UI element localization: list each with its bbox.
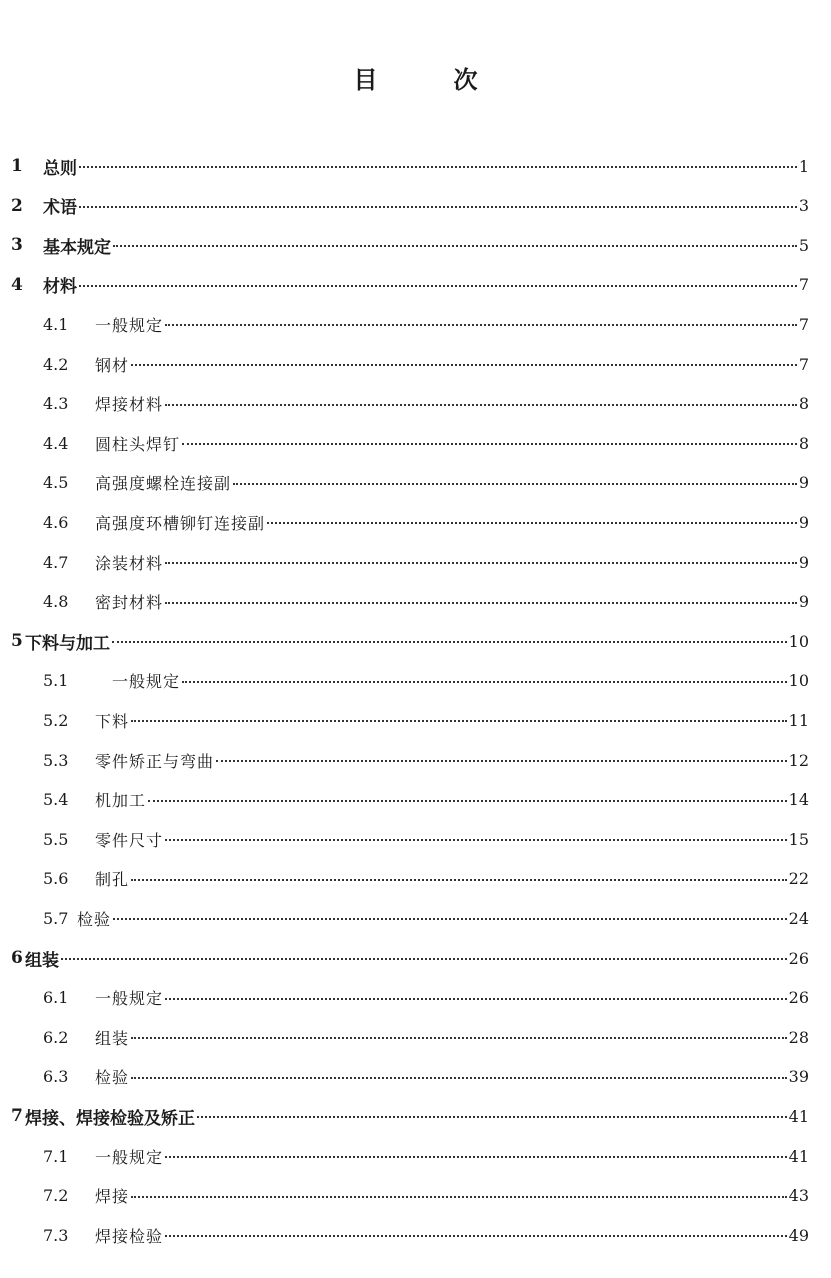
toc-entry[interactable] — [0, 266, 831, 304]
toc-entry-page: 14 — [788, 790, 809, 810]
toc-entry[interactable] — [0, 1058, 831, 1096]
toc-dot-leader — [112, 641, 787, 643]
toc-entry-number: 5 — [11, 631, 23, 652]
toc-entry-title: 机加工 — [95, 791, 147, 811]
toc-dot-leader — [165, 1156, 787, 1158]
toc-entry-number: 4.4 — [43, 433, 69, 453]
toc-entry-page: 9 — [798, 512, 809, 532]
toc-entry-number: 1 — [11, 156, 23, 176]
toc-entry-title: 一般规定 — [95, 989, 164, 1009]
toc-entry[interactable] — [0, 1177, 831, 1215]
toc-entry-title: 制孔 — [95, 870, 130, 890]
toc-entry-page: 15 — [788, 829, 809, 849]
toc-dot-leader — [79, 206, 797, 208]
toc-entry-number: 5.7 — [43, 908, 69, 928]
toc-entry-page: 22 — [788, 869, 809, 889]
toc-entry-number: 5.6 — [43, 869, 69, 889]
toc-entry[interactable] — [0, 345, 831, 383]
toc-entry-number: 7.2 — [43, 1186, 69, 1206]
toc-entry-title: 圆柱头焊钉 — [95, 434, 181, 454]
toc-entry-page: 7 — [798, 275, 809, 295]
toc-entry-title: 检验 — [77, 909, 112, 929]
toc-entry-number: 4.5 — [43, 473, 69, 493]
toc-entry-page: 43 — [788, 1186, 809, 1206]
toc-entry-page: 7 — [798, 314, 809, 334]
toc-entry-number: 4.6 — [43, 512, 69, 532]
toc-entry-number: 6 — [11, 948, 23, 968]
toc-entry-number: 4.2 — [43, 354, 69, 374]
toc-entry-page: 41 — [788, 1106, 809, 1126]
toc-entry[interactable] — [0, 1018, 831, 1056]
toc-entry[interactable] — [0, 662, 831, 700]
toc-dot-leader — [131, 720, 787, 722]
toc-entry-title: 基本规定 — [43, 237, 111, 258]
toc-entry-page: 49 — [788, 1225, 809, 1245]
toc-entry-page: 9 — [798, 592, 809, 612]
toc-entry[interactable] — [0, 741, 831, 779]
toc-entry[interactable] — [0, 187, 831, 225]
toc-entry[interactable] — [0, 899, 831, 937]
toc-dot-leader — [165, 324, 797, 326]
toc-entry-number: 5.5 — [43, 829, 69, 849]
toc-entry-page: 41 — [788, 1146, 809, 1166]
toc-entry-title: 钢材 — [95, 355, 130, 375]
toc-entry-title: 一般规定 — [95, 672, 181, 692]
toc-entry-page: 10 — [788, 631, 809, 651]
toc-entry-page: 24 — [788, 908, 809, 928]
toc-dot-leader — [233, 483, 797, 485]
toc-entry-title: 材料 — [43, 277, 77, 298]
toc-entry[interactable] — [0, 464, 831, 502]
toc-entry-page: 8 — [798, 433, 809, 453]
toc-entry[interactable] — [0, 1097, 831, 1135]
toc-entry-title: 组装 — [95, 1028, 130, 1048]
toc-entry[interactable] — [0, 543, 831, 581]
toc-entry-title: 焊接、焊接检验及矫正 — [25, 1108, 195, 1129]
toc-entry-title: 一般规定 — [95, 1147, 164, 1167]
toc-entry-page: 39 — [788, 1067, 809, 1087]
toc-entry-number: 7.1 — [43, 1146, 69, 1166]
toc-entry[interactable] — [0, 622, 831, 660]
toc-dot-leader — [131, 364, 797, 366]
toc-entry[interactable] — [0, 305, 831, 343]
toc-entry-number: 5.3 — [43, 750, 69, 770]
toc-entry-page: 5 — [798, 235, 809, 255]
toc-entry[interactable] — [0, 939, 831, 977]
toc-entry-title: 高强度环槽铆钉连接副 — [95, 513, 266, 533]
toc-entry[interactable] — [0, 1137, 831, 1175]
toc-dot-leader — [131, 1037, 787, 1039]
toc-entry-page: 12 — [788, 750, 809, 770]
toc-entry-title: 焊接检验 — [95, 1226, 164, 1246]
toc-entry-page: 26 — [788, 948, 809, 968]
toc-dot-leader — [182, 681, 787, 683]
toc-entry-page: 11 — [788, 710, 809, 730]
toc-dot-leader — [267, 522, 797, 524]
toc-entry-number: 6.3 — [43, 1067, 69, 1087]
toc-dot-leader — [113, 245, 797, 247]
toc-entry-title: 检验 — [95, 1068, 130, 1088]
toc-dot-leader — [165, 602, 797, 604]
toc-entry-number: 2 — [11, 195, 23, 216]
toc-dot-leader — [165, 1235, 787, 1237]
toc-dot-leader — [113, 918, 787, 920]
toc-entry-title: 一般规定 — [95, 315, 164, 335]
toc-dot-leader — [131, 879, 787, 881]
toc-entry-number: 7 — [11, 1106, 23, 1127]
toc-entry-number: 4.7 — [43, 552, 69, 572]
toc-entry[interactable] — [0, 820, 831, 858]
toc-dot-leader — [79, 166, 797, 168]
toc-entry-page: 9 — [798, 552, 809, 572]
toc-entry-page: 8 — [798, 394, 809, 414]
toc-entry-title: 涂装材料 — [95, 553, 164, 573]
toc-entry[interactable] — [0, 503, 831, 541]
toc-dot-leader — [197, 1116, 787, 1118]
toc-dot-leader — [131, 1196, 787, 1198]
toc-dot-leader — [79, 285, 797, 287]
toc-entry-page: 7 — [798, 354, 809, 374]
toc-entry-title: 下料 — [95, 711, 130, 731]
toc-dot-leader — [165, 839, 787, 841]
toc-entry-page: 1 — [798, 156, 809, 176]
toc-entry[interactable] — [0, 147, 831, 185]
toc-entry-number: 5.2 — [43, 710, 69, 730]
toc-dot-leader — [61, 958, 787, 960]
toc-entry[interactable] — [0, 860, 831, 898]
toc-entry-page: 26 — [788, 988, 809, 1008]
toc-entry-title: 高强度螺栓连接副 — [95, 474, 232, 494]
toc-entry-title: 焊接 — [95, 1187, 130, 1207]
toc-entry-title: 零件尺寸 — [95, 830, 164, 850]
toc-entry-number: 5.4 — [43, 790, 69, 810]
toc-dot-leader — [165, 998, 787, 1000]
toc-entry[interactable] — [0, 424, 831, 462]
toc-entry-number: 6.1 — [43, 988, 69, 1008]
toc-entry-page: 9 — [798, 473, 809, 493]
toc-entry-title: 总则 — [43, 158, 77, 179]
toc-dot-leader — [182, 443, 797, 445]
toc-entry-number: 7.3 — [43, 1225, 69, 1245]
toc-entry-title: 零件矫正与弯曲 — [95, 751, 215, 771]
toc-entry[interactable] — [0, 385, 831, 423]
toc-entry-title: 焊接材料 — [95, 395, 164, 415]
toc-entry-page: 10 — [788, 671, 809, 691]
toc-entry-title: 组装 — [25, 950, 59, 971]
toc-entry[interactable] — [0, 701, 831, 739]
toc-entry-number: 6.2 — [43, 1027, 69, 1047]
toc-entry-title: 术语 — [43, 198, 77, 219]
toc-entry-title: 下料与加工 — [25, 633, 110, 654]
toc-entry[interactable] — [0, 979, 831, 1017]
toc-entry[interactable] — [0, 226, 831, 264]
toc-entry-number: 3 — [11, 235, 23, 256]
toc-entry-page: 28 — [788, 1027, 809, 1047]
toc-entry[interactable] — [0, 583, 831, 621]
toc-entry-number: 5.1 — [43, 671, 69, 691]
toc-entry-number: 4.3 — [43, 394, 69, 414]
toc-entry[interactable] — [0, 781, 831, 819]
toc-dot-leader — [148, 800, 787, 802]
toc-entry-number: 4 — [11, 274, 23, 295]
toc-dot-leader — [216, 760, 787, 762]
page-title: 目 次 — [353, 66, 504, 94]
toc-entry-number: 4.1 — [43, 314, 69, 334]
toc-entry[interactable] — [0, 1216, 831, 1254]
toc-dot-leader — [131, 1077, 787, 1079]
toc-dot-leader — [165, 562, 797, 564]
toc-entry-page: 3 — [798, 196, 809, 216]
toc-dot-leader — [165, 404, 797, 406]
toc-entry-number: 4.8 — [43, 592, 69, 612]
toc-entry-title: 密封材料 — [95, 593, 164, 613]
